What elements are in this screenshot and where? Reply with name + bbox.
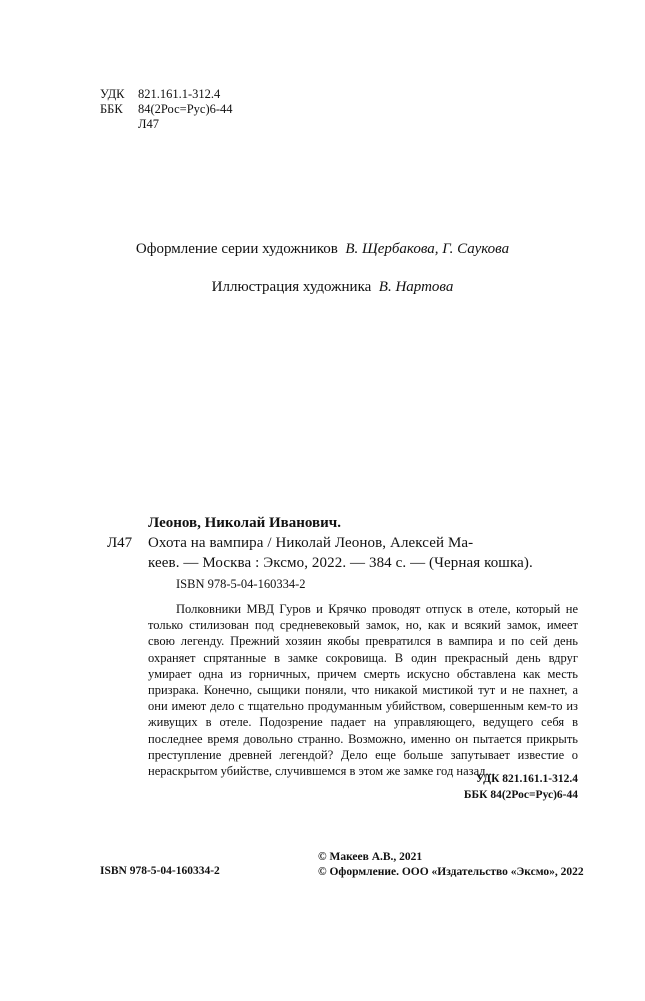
record-author: Леонов, Николай Иванович.	[148, 515, 341, 531]
bbk-value: 84(2Рос=Рус)6-44	[138, 102, 233, 116]
series-design-credit	[0, 241, 645, 258]
illustration-credit	[0, 279, 645, 296]
copyright-author: © Макеев А.В., 2021	[318, 851, 423, 863]
udk-line	[100, 87, 233, 102]
classification-block	[100, 87, 233, 132]
bbk-line	[100, 102, 233, 117]
record-title-line-2: кеев. — Москва : Эксмо, 2022. — 384 с. — (Черная кошка).	[148, 555, 533, 571]
copyright-design: © Оформление. ООО «Издательство «Эксмо», 2022	[318, 866, 584, 878]
footer-isbn: ISBN 978-5-04-160334-2	[100, 865, 220, 877]
series-design-prefix: Оформление серии художников	[135, 241, 338, 257]
udk-bottom: УДК 821.161.1-312.4	[475, 773, 578, 785]
record-isbn: ISBN 978-5-04-160334-2	[176, 577, 306, 591]
annotation	[148, 601, 578, 779]
record-title-line-1: Охота на вампира / Николай Леонов, Алексей Ма-	[148, 535, 474, 551]
annotation-text: Полковники МВД Гуров и Крячко проводят отпуск в отеле, который не только стилизован под средневековый замок, но, как и всякий замок, имеет свою легенду. Прежний хозяин якобы превратился в вампира и по сей день охраняет спрятанные в замке сокровища. В один прекрасный день вдруг умирает одна из горничных, причем смерть искусно обставлена как месть призрака. Конечно, сыщики поняли, что никакой мистикой тут и не пахнет, а они имеют дело с тщательно продуманным убийством, совершенным кем-то из живущих в отеле. Подозрение падает на управляющего, ведущего себя в последнее время довольно странно. Возможно, именно он пытается прикрыть преступление древней легендой? Дело еще больше запутывает известие о нераскрытом убийстве, случившемся в этом же замке год назад...	[148, 602, 578, 779]
udk-value: 821.161.1-312.4	[138, 87, 221, 101]
series-design-artists: В. Щербакова, Г. Саукова	[345, 241, 510, 257]
record-code: Л47	[107, 535, 133, 551]
illustration-artist: В. Нартова	[378, 279, 454, 295]
author-sign-line	[100, 117, 233, 132]
udk-label: УДК	[100, 87, 125, 101]
author-sign: Л47	[138, 117, 159, 131]
bbk-bottom: ББК 84(2Рос=Рус)6-44	[463, 789, 578, 801]
bbk-label: ББК	[100, 102, 123, 116]
illustration-prefix: Иллюстрация художника	[211, 279, 372, 295]
